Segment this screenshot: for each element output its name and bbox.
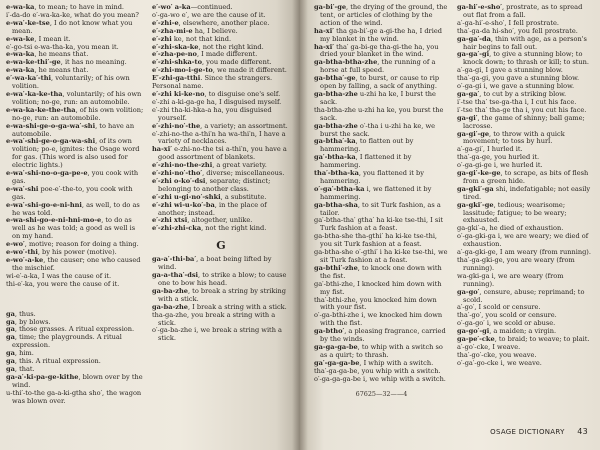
entry-headword: e′-zhi-no′-tho′ [152,169,203,178]
entry-headword: ga-btha-btha-zhe [314,58,378,67]
entry-definition: , him. [14,349,34,358]
entry-definition: . Since the strangers. [200,74,273,83]
entry-headword: e′-wo′ a-ka [152,4,191,11]
entry-definition: , to braid; to weave; to plait. [494,335,590,344]
entry-definition: , to throw with a quick movement; to toss by hurl. [463,129,565,146]
entry-headword: ga-btha′-ge [314,74,356,83]
entry-headword: ga [6,357,15,366]
dictionary-entry [314,202,449,218]
entry-headword: e′-zhi u-gi-no′-shki [152,192,221,201]
entry-headword: ga-gi′-ge [457,129,490,138]
entry-headword: ga-gki′-ge [457,200,494,209]
entry-headword: E′-zhi-ga-tthi [152,74,201,83]
entry-headword: e′-zhi-no-the-zhi [152,161,213,170]
entry-definition: , not the right kind. [201,224,267,233]
entry-definition: , a variety; an assortment. [200,121,288,130]
entry-definition: ke, not that kind. [171,34,232,43]
entry-definition: o′-ga-ba-zhe i, we break a string with a stick. [152,326,282,343]
dictionary-entry [6,138,144,170]
entry-definition: , I flattened it by hammering. [320,153,412,170]
entry-headword: e-wo′-a-ke [6,256,44,264]
dictionary-entry [457,273,592,289]
entry-definition: , to give a stunning blow; to knock down; to thrash or kill; to stun. [463,50,590,67]
dictionary-entry [314,44,449,60]
entry-headword: e-wa′-shi-ge-o-ga-wa-shi [6,137,96,146]
entry-headword: e-wa′-shi-no-o-ga-pe-e [6,169,88,178]
entry-headword: ga-go′ [457,287,480,296]
dictionary-entry [314,123,449,139]
entry-definition: o′-tha i u-zhi ha ke, we burst the sack. [320,121,436,138]
entry-definition: , to sit Turk fashion, as a tailor. [320,200,441,217]
dictionary-entry [457,4,592,20]
dictionary-entry [314,59,449,75]
dictionary-entry [457,170,592,186]
footer-title: OSAGE DICTIONARY [490,428,565,436]
entry-headword: e-wa-shi-go-e-ni-hni-mo-e [6,216,102,225]
entry-definition: i′-tse tha′ tse-ga-tha i, I cut his face. [457,97,577,106]
entry-headword: ga-btha′-ka [314,137,356,146]
dictionary-entry [152,288,290,304]
entry-definition: , this. A ritual expression. [14,357,101,366]
dictionary-entry [152,178,290,194]
entry-definition: , the drying of the ground, the tent, or articles of clothing by the action of the wind. [320,4,448,27]
entry-headword: ga-ga-ga-be [314,342,358,351]
entry-definition: , voluntarily; of his own volition. [12,74,130,91]
dictionary-entry [314,328,449,344]
entry-headword: e′-zhi-no′-the [152,121,201,130]
section-letter-heading: G [216,239,226,253]
entry-headword: e-wa-ke [6,34,35,43]
printer-signature-mark: 67625—32——4 [355,389,408,398]
entry-definition: , to strike a blow; to cause one to bow his head. [158,271,287,287]
entry-headword: ga-btha-sha [314,200,358,209]
right-page-column-2 [457,4,592,450]
entry-definition: , to flatten out by hammering. [320,137,414,154]
dictionary-entry [457,360,592,368]
entry-definition: i′-da-do e′-wa-ka-ke, what do you mean? [6,10,139,19]
entry-definition: tha′-bthi-zhe, you knocked him down with your fist. [314,295,437,312]
entry-definition: a′-ga-gi′, I hurled it. [457,145,523,154]
dictionary-entry [6,91,144,107]
dictionary-entry [314,138,449,154]
entry-headword: e-wa-ke-thi′-ge [6,58,61,67]
dictionary-entry [314,186,449,202]
entry-definition: , a pleasing fragrance, carried by the winds. [320,327,446,344]
entry-headword: e-wa-shi-ge-o-ga-wa′-shi [6,121,96,130]
entry-definition: , I made different. [196,50,258,59]
dictionary-entry [314,91,449,107]
entry-definition: , diverse; miscellaneous. [202,169,285,178]
entry-definition: , it has no meaning. [60,58,127,67]
dictionary-entry [314,154,449,170]
dictionary-entry [457,289,592,305]
entry-definition: o′-ga′-go-cke i, we weave. [457,358,542,367]
dictionary-entry [314,344,449,360]
entry-definition: shi, indefatigable; not easily tired. [463,184,591,201]
entry-definition: , to have an automobile. [12,121,135,138]
dictionary-entry [152,272,290,288]
entry-definition: tha′-go′-cke, you weave. [457,350,537,359]
entry-definition: ga′-btha-tha′ gtha′ ha ki-ke tse-thi, I sit Turk fashion at a feast. [314,216,444,233]
entry-headword: ga-gi′-ke-ge [457,169,501,178]
entry-headword: ga-bthi′-zhe [314,263,358,272]
entry-definition: , voluntarily; of his own volition; no-ge, run: an automobile. [12,89,142,106]
entry-definition: , to knock one down with the fist. [320,263,442,280]
entry-definition: o′-ga-ga-ga-be i, we whip with a switch. [314,374,446,383]
entry-definition: ga-btha-she o′-gthi′ i ha ki-ke tse-thi, we sit Turk fashion at a feast. [314,248,448,264]
entry-definition: , censure, abuse; reprimand; to scold. [463,287,585,304]
entry-headword: e′-zhi xtsi [152,216,188,225]
entry-definition: , motive; reason for doing a thing. [24,240,139,249]
entry-headword: e′-zha-mi-e [152,26,193,35]
entry-headword: e-wa′-shi-go-e-ni-hni [6,200,82,209]
entry-headword: ha-xi′ [152,145,172,154]
entry-headword: e′-zhi o-ko′-dsi [152,176,206,185]
entry-headword: ga [6,364,15,373]
dictionary-entry [314,312,449,328]
entry-definition: , to burst, or cause to rip open by falling, a sack of anything. [320,74,440,91]
entry-definition: ga′-bthi-zhe, I knocked him down with my fist. [314,279,442,296]
dictionary-entry [6,20,144,36]
entry-definition: , separate; distinct; belonging to another class. [158,176,271,193]
dictionary-entry [314,28,449,44]
dictionary-entry [314,249,449,265]
entry-headword: e′-zhi-ska-ke [152,42,199,51]
entry-definition: ga-gki′-a, he died of exhaustion. [457,224,564,233]
entry-headword: ga-go′-gi [457,327,490,336]
dictionary-entry [152,202,290,218]
entry-definition: poe-e′-the-to, you cook with gas. [12,184,133,201]
entry-definition: , not the right kind. [198,42,264,51]
entry-definition: a′-ga-gi, I gave a stunning blow. [457,66,563,75]
entry-definition: o′-ga-go′ i, we scold or abuse. [457,319,556,328]
entry-definition: , thin with age, as a person's hair begins to fall out. [463,34,587,51]
entry-definition: , as well, to do as he was told. [12,200,140,217]
entry-definition: tha′-ga-ge, you hurled it. [457,153,540,162]
entry-definition: thi-e′-ka, you were the cause of it. [6,279,120,288]
entry-definition: , I mean it. [34,34,71,43]
entry-headword: ga-btho′ [314,327,345,336]
entry-definition: , the game of shinny; ball game; lacrosse. [463,113,585,130]
dictionary-entry [314,4,449,28]
entry-definition: tha-btha-zhe u-zhi ha ke, you burst the sack. [314,105,444,122]
entry-definition: i, we flattened it by hammering. [320,184,432,201]
dictionary-entry [6,123,144,139]
dictionary-entry [152,327,290,343]
entry-definition: , you flattened it by hammering. [320,169,424,185]
entry-definition: , thus. [14,309,36,318]
entry-definition: , a maiden; a virgin. [489,327,557,336]
dictionary-entry [152,225,290,233]
entry-headword: ga-a′-thi-ba′ [152,255,197,264]
dictionary-entry [314,107,449,123]
entry-definition: a′-go′-cke, I weave. [457,342,521,351]
entry-headword: e-wo′ [6,240,25,249]
entry-headword: ga-btha-zhe [314,121,358,130]
dictionary-entry [152,146,290,162]
entry-definition: , prostrate, as to spread out flat from a fall. [463,4,583,19]
entry-headword: e′-zhi-e [152,18,179,27]
dictionary-entry [314,376,449,384]
entry-headword: e′-zhi-mo-i-ge-to [152,66,213,75]
entry-definition: , the running of a horse at full speed. [320,58,436,75]
entry-definition: o′-ga-gi i, we gave a stunning blow. [457,82,575,91]
entry-headword: e′-zha-pe-no [152,50,197,59]
entry-headword: ga-ga′-da [457,34,491,43]
entry-definition: , elsewhere, another place. [178,18,270,27]
entry-definition: , he means that. [34,66,89,75]
entry-definition: , you made different. [201,58,272,67]
entry-headword: ha-xi′ [314,42,334,51]
entry-definition: tha ga-bi′-ge a-gi-the ha, I dried my blanket in the wind. [320,26,442,43]
entry-definition: , those grasses. A ritual expression. [14,325,135,334]
entry-headword: ga-ba-zhe [152,286,188,295]
entry-definition: tha-ga-zhe, you break a string with a stick. [152,310,276,327]
dictionary-entry [6,170,144,186]
entry-headword: ga [6,325,15,334]
entry-headword: ga-a-tha′-dsi [152,271,199,280]
entry-definition: u-thi′-to-the ga-a-ki-gtha sho′, the wagon was blown over. [6,388,142,405]
entry-headword: ga-btha-zhe [314,89,358,98]
entry-definition: o′-ga-gki-ga i, we are weary; we died of exhaustion. [457,232,589,249]
entry-definition: , I whip with a switch. [359,358,434,367]
entry-definition: a′-ga-gki-ge, I am weary (from running). [457,248,591,257]
entry-definition: i′-tse tha′ tha-ge tha i, you cut his face. [457,105,587,114]
entry-headword: e′-zhi-zhi-cka [152,224,202,233]
entry-headword: e′-zhi ki-ke-no [152,89,205,98]
entry-definition: , the causer; one who caused the mischief. [12,256,141,272]
entry-headword: ga [6,333,15,342]
dictionary-entry [457,233,592,249]
dictionary-entry [457,115,592,131]
running-footer [490,427,588,436]
entry-definition: tha′-ga-gi, you gave a stunning blow. [457,74,580,83]
entry-definition: , I do not know what you mean. [12,18,133,35]
entry-definition: e′-zhi-no-the a-thi′n ha wa-thi′n, I have a variety of necklaces. [152,129,286,146]
entry-definition: tha′-ga-ga-be, you whip with a switch. [314,366,441,375]
entry-definition: , a boat being lifted by wind. [158,255,272,272]
dictionary-entry [6,334,144,350]
dictionary-entry [6,281,144,289]
dictionary-entry [6,374,144,390]
entry-definition: , of its own volition; po-e, ignites: the Osage word for gas. (This word is also used for electric lights.) [12,137,140,170]
dictionary-entry [6,107,144,123]
dictionary-entry [6,257,144,273]
dictionary-entry [6,217,144,241]
dictionary-entry [314,233,449,249]
entry-definition: wi-e′-a-ka, I was the cause of it. [6,271,112,280]
entry-definition: e-zhi-no-the tsi a-thi′n, you have a good assortment of blankets. [158,145,287,162]
entry-headword: e-wa′-shi [6,184,39,193]
entry-definition: , altogether, unlike. [187,216,253,225]
dictionary-entry [152,256,290,272]
entry-headword: ga-gi′ [457,113,478,122]
entry-definition: , to do as well as he was told; a good as well is on my hand. [12,216,136,241]
dictionary-entry [152,107,290,123]
entry-headword: ga-bi′-ge [314,4,347,11]
entry-headword: e′-zhi [152,34,172,43]
right-page [300,0,600,450]
book-spine-shadow [292,0,308,450]
entry-definition: , to disguise one's self. [204,89,281,98]
entry-definition: , you cook with gas. [12,169,139,185]
dictionary-entry [152,131,290,147]
entry-headword: ga-pe′-cke [457,335,495,344]
entry-definition: , by his power (motive). [37,248,117,257]
entry-headword: ga-gki′-ga [457,184,494,193]
entry-definition: wa-gki-ga i, we are weary (from running). [457,271,564,288]
entry-headword: e-wa′-ka-ke-tha [6,89,63,98]
dictionary-entry [314,217,449,233]
entry-definition: e′-zhi a-ki-ga-ge ha, I disguised myself. [152,97,282,106]
entry-definition: , that. [14,364,35,373]
entry-definition: , to mean; to have in mind. [34,4,125,11]
entry-headword: o′-ga′-btha-ka [314,184,365,193]
entry-headword: tha′-btha-ka [314,169,359,178]
entry-definition: ha, I believe. [192,26,238,35]
entry-definition: tha′-go′, you scold or censure. [457,311,557,320]
entry-definition: , a great variety. [212,161,267,170]
entry-headword: e-wa-ka [6,4,35,11]
entry-definition: o′-ga-bthi-zhe i, we knocked him down with the fist. [314,311,443,328]
entry-headword: e-wa-ka-ke-the-tha [6,105,76,114]
entry-definition: , time; the playgrounds. A ritual expression. [12,333,122,350]
entry-headword: ga-ga′-gi [457,50,490,59]
entry-headword: ga′-ga-ga-be [314,358,360,367]
dictionary-entry [6,75,144,91]
left-page-column-2 [152,4,290,450]
entry-headword: ga′-btha-ka [314,153,356,162]
dictionary-entry [314,297,449,313]
entry-definition: , to scrape, as bits of flesh from a green hide. [463,169,589,185]
entry-headword: e-wa-ka [6,66,35,75]
entry-headword: ga [6,349,15,358]
dictionary-entry [457,202,592,226]
dictionary-entry [314,265,449,281]
entry-definition: tha′-ga-da hi-sho′, you fell prostrate. [457,26,578,35]
right-page-column-1 [314,4,449,450]
entry-headword: e-wa′-ke-tse [6,18,50,27]
entry-definition: e′-go-tsi e-wa-tha-ka, you mean it. [6,42,119,51]
dictionary-entry [457,36,592,52]
entry-definition: , I break a string with a stick. [187,302,287,311]
dictionary-entry [457,51,592,67]
entry-definition: , to break a string by striking with a stick. [158,286,286,303]
entry-headword: ga [6,317,15,326]
entry-headword: e′-wa-ka′-thi [6,74,52,83]
entry-headword: ga-hi′-e-sho′ [457,4,502,11]
entry-definition: tha′-ga-gki-ge, you are weary (from running). [457,256,575,272]
dictionary-entry [457,131,592,147]
entry-definition: a′-go′, I scold or censure. [457,303,541,312]
entry-definition: o′-ga-wo e′, we are the cause of it. [152,10,266,19]
dictionary-entry [457,186,592,202]
entry-headword: ga [6,309,15,318]
entry-definition: o′-ga-gi-ge i, we hurled it. [457,161,543,170]
page-number: 43 [577,427,588,436]
entry-definition: a′-ga-hi′-e-sho′, I fell prostrate. [457,18,560,27]
entry-definition: , to cut by a striking blow. [479,89,567,98]
entry-definition: Personal name. [152,82,204,91]
entry-definition: , by blows. [14,317,51,326]
entry-definition: , tedious; wearisome; lassitude; fatigue; to be weary; exhausted. [463,200,567,225]
entry-definition: tha′ ga-bi-ge tha-gi-the ha, you dried your blanket in the wind. [320,42,439,59]
dictionary-entry [6,390,144,406]
column-gap [6,289,144,311]
dictionary-entry [314,75,449,91]
dictionary-entry [314,281,449,297]
entry-headword: ga-a′-ki-pa-ge-kithe [6,372,79,381]
entry-definition: e′-zhi tha-ki-hka-a ha, you disguised yourself. [152,105,272,122]
entry-headword: e-wa-ka [6,50,35,59]
entry-headword: e′-zhi-shka-to [152,58,202,67]
entry-headword: ga-ga′ [457,89,480,98]
entry-headword: e-wo′-thi [6,248,38,257]
dictionary-entry [152,312,290,328]
entry-definition: u-zhi ha ke, I burst the sack. [320,89,436,106]
entry-definition: , blown over by the wind. [12,372,143,389]
dictionary-entry [6,202,144,218]
entry-definition: ga-btha-she tha-gthi′ ha ki-ke tse-thi, you sit Turk fashion at a feast. [314,232,438,249]
dictionary-entry [314,170,449,186]
entry-definition: , of his own volition; no-ge, run: an automobile. [12,105,144,122]
entry-headword: e′-zhi wi-u-ko′-ba [152,200,215,209]
left-page-column-1 [6,4,144,450]
entry-definition: , in the place of another; instead. [158,200,267,217]
entry-definition: , we made it different. [212,66,287,75]
entry-headword: ha-xi′ [314,26,334,35]
entry-definition: , he means that. [34,50,89,59]
entry-definition: —continued. [190,4,233,11]
dictionary-entry [6,186,144,202]
entry-headword: ga-ba-zhe [152,302,188,311]
entry-definition: , a substitute. [220,192,267,201]
dictionary-entry [457,257,592,273]
entry-definition: , to whip with a switch so as a quirt; to thrash. [320,342,443,359]
